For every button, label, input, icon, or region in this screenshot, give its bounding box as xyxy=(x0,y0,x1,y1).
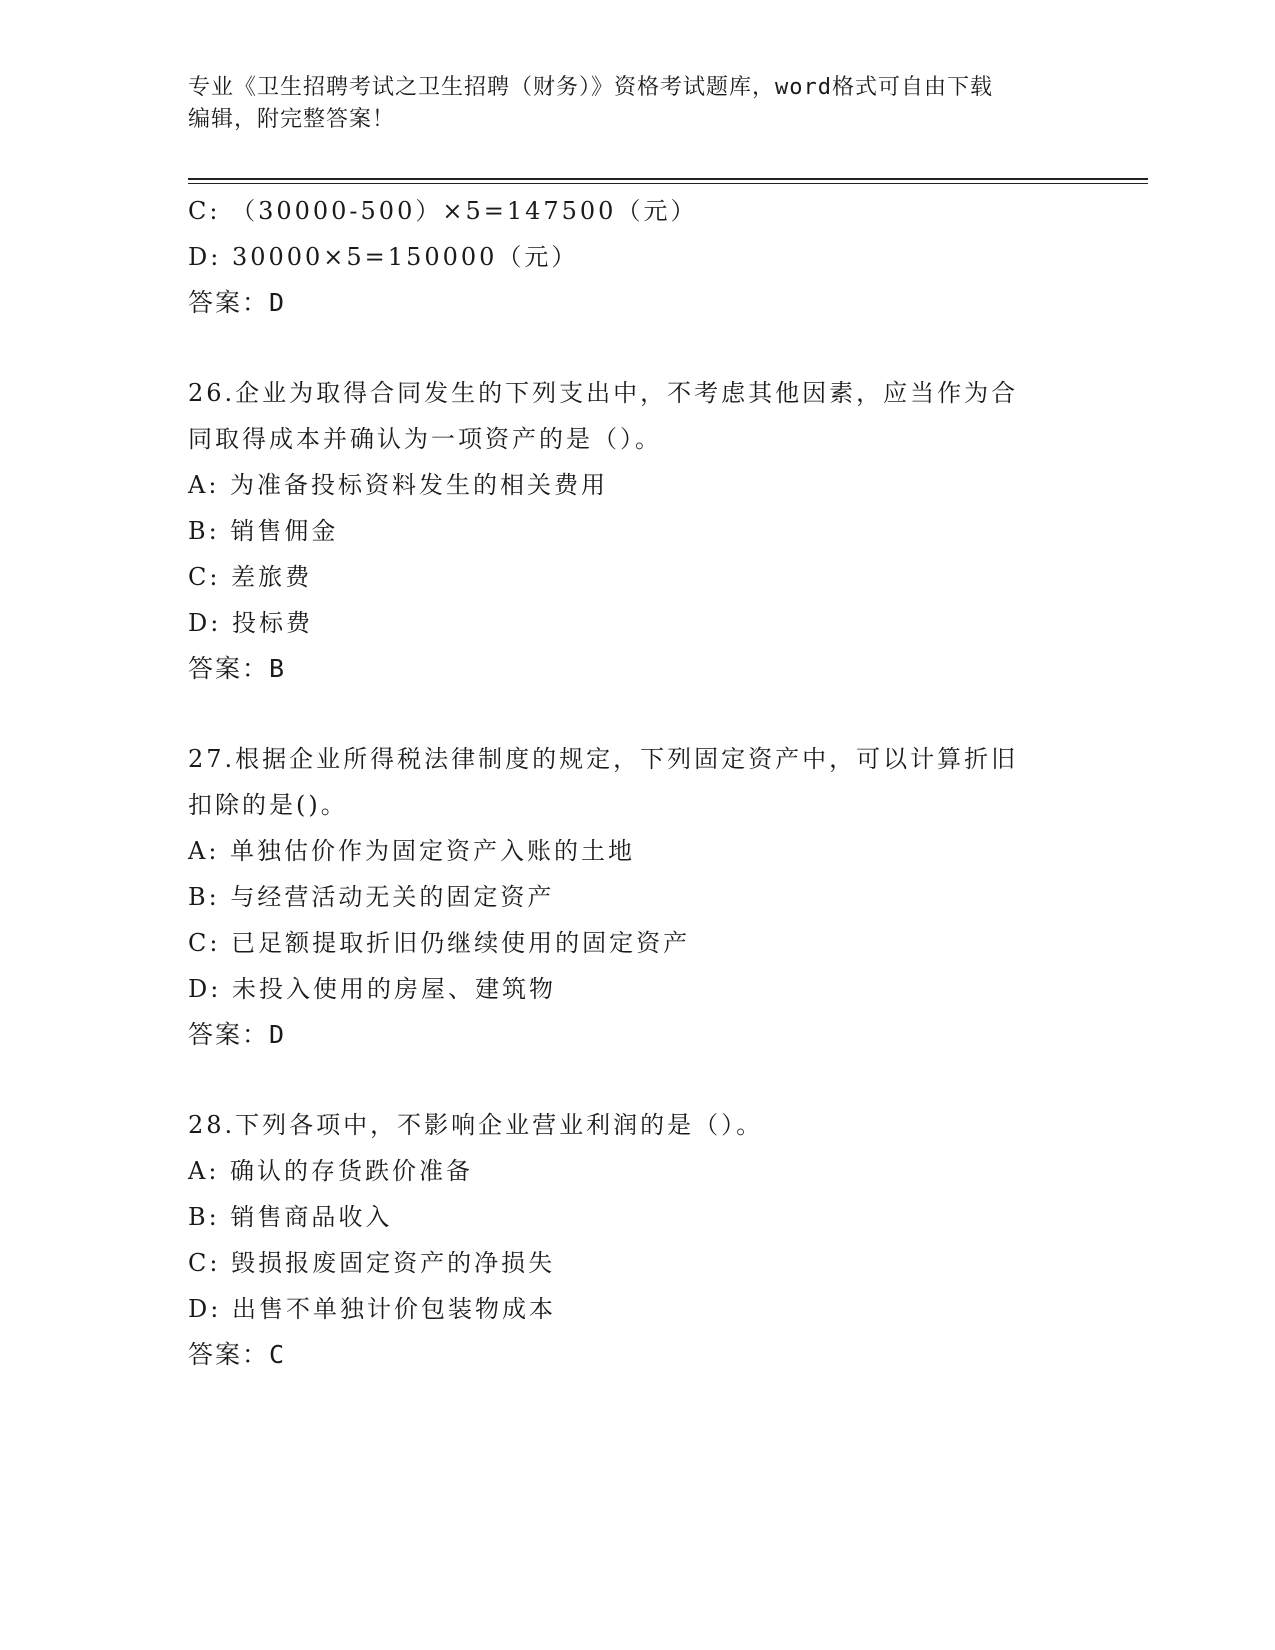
option-b: B: 销售商品收入 xyxy=(188,1203,393,1231)
header-divider-thick xyxy=(188,178,1148,180)
option-c: C: （30000-500）×5=147500（元） xyxy=(188,197,698,225)
option-d: D: 30000×5=150000（元） xyxy=(188,243,579,271)
header-line-2: 编辑，附完整答案！ xyxy=(188,107,396,132)
header-divider-thin xyxy=(188,183,1148,184)
option-a: A: 为准备投标资料发生的相关费用 xyxy=(188,471,609,499)
question-stem: 同取得成本并确认为一项资产的是（）。 xyxy=(188,425,662,453)
question-28 xyxy=(188,1102,1088,1378)
spacer xyxy=(188,692,1088,736)
option-b: B: 与经营活动无关的固定资产 xyxy=(188,883,555,911)
option-d: D: 未投入使用的房屋、建筑物 xyxy=(188,975,556,1003)
option-d: D: 出售不单独计价包装物成本 xyxy=(188,1295,556,1323)
option-d: D: 投标费 xyxy=(188,609,313,637)
answer: 答案：B xyxy=(188,654,287,683)
document-header xyxy=(188,72,1068,136)
option-c: C: 毁损报废固定资产的净损失 xyxy=(188,1249,556,1277)
spacer xyxy=(188,1058,1088,1102)
question-stem: 28.下列各项中，不影响企业营业利润的是（）。 xyxy=(188,1111,764,1139)
question-stem: 26.企业为取得合同发生的下列支出中，不考虑其他因素，应当作为合 xyxy=(188,379,1019,407)
option-a: A: 单独估价作为固定资产入账的土地 xyxy=(188,837,636,865)
spacer xyxy=(188,326,1088,370)
question-25-continued xyxy=(188,188,1088,326)
answer: 答案：D xyxy=(188,288,287,317)
question-27 xyxy=(188,736,1088,1058)
option-a: A: 确认的存货跌价准备 xyxy=(188,1157,474,1185)
option-b: B: 销售佣金 xyxy=(188,517,339,545)
question-26 xyxy=(188,370,1088,692)
question-stem: 27.根据企业所得税法律制度的规定，下列固定资产中，可以计算折旧 xyxy=(188,745,1019,773)
option-c: C: 差旅费 xyxy=(188,563,313,591)
question-stem: 扣除的是()。 xyxy=(188,791,348,819)
option-c: C: 已足额提取折旧仍继续使用的固定资产 xyxy=(188,929,691,957)
answer: 答案：D xyxy=(188,1020,287,1049)
header-line-1: 专业《卫生招聘考试之卫生招聘（财务）》资格考试题库，word格式可自由下载 xyxy=(188,75,993,100)
question-list xyxy=(188,188,1088,1378)
answer: 答案：C xyxy=(188,1340,287,1369)
